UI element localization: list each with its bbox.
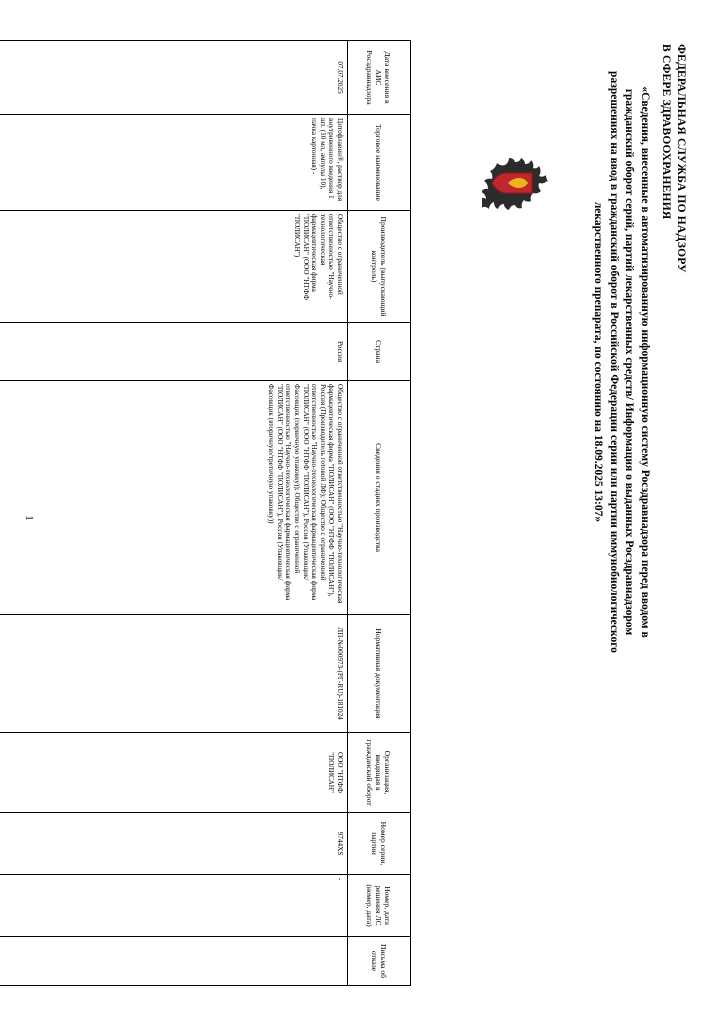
col-header-date: Дата внесения в АИС Росздравнадзора <box>348 41 411 115</box>
cell-trade-name: Цитофлавин®, раствор для внутривенного введения 1 шт. (10 мл, ампулы 10), пачка картонная) - <box>0 115 348 211</box>
coat-of-arms-icon <box>482 150 554 216</box>
cell-refusal-letter <box>0 937 348 986</box>
cell-manufacturer: Общество с ограниченной ответственностью "Научно-технологическая фармацевтическая фирма "ПОЛИСАН" (ООО "НТФФ "ПОЛИСАН") <box>0 211 348 323</box>
cell-normative-doc: ЛП-№000973-(РГ-RU)-181024 <box>0 615 348 733</box>
agency-title-line-2: В СФЕРЕ ЗДРАВООХРАНЕНИЯ <box>660 44 672 220</box>
col-header-trade-name: Торговое наименование <box>348 115 411 211</box>
data-table <box>0 40 411 986</box>
table-row <box>0 41 348 986</box>
cell-series-number: 9744XS <box>0 813 348 875</box>
cell-organization: ООО "НТФФ "ПОЛИСАН" <box>0 733 348 813</box>
cell-country: Россия <box>0 323 348 381</box>
table-header-row <box>348 41 411 986</box>
page-number: 1 <box>23 515 34 521</box>
cell-date: 07.07.2025 <box>0 41 348 115</box>
col-header-manufacturer: Производитель (выпускающий контроль) <box>348 211 411 323</box>
col-header-organization: Организация, вводящая в гражданский оборот <box>348 733 411 813</box>
col-header-refusal-letter: Письма об отказе <box>348 937 411 986</box>
col-header-production-stages: Сведения о стадиях производства <box>348 381 411 615</box>
agency-title-line-1: ФЕДЕРАЛЬНАЯ СЛУЖБА ПО НАДЗОРУ <box>675 44 687 273</box>
col-header-normative-doc: Нормативная документация <box>348 615 411 733</box>
data-table-wrapper <box>0 40 411 985</box>
agency-title <box>658 44 688 344</box>
cell-permit-number: - <box>0 875 348 937</box>
col-header-permit-number: Номер, дата решения ЛС (номер, дата) <box>348 875 411 937</box>
page-title: «Сведения, внесенные в автоматизированную информационную систему Росздравнадзора перед вводом в гражданский оборот серий, партий лекарственных средств/ Информация о выданных Росздравнадзором разрешениях на ввод в гражданский оборот в Российской Федерации серии или партии иммунобиологического лекарственного препарата, по состоянию на 18.09.2025 13:07» <box>592 71 651 653</box>
col-header-series-number: Номер серии, партии <box>348 813 411 875</box>
col-header-country: Страна <box>348 323 411 381</box>
cell-production-stages: Общество с ограниченной ответственностью "Научно-технологическая фармацевтическая фирма "ПОЛИСАН" (ООО "НТФФ "ПОЛИСАН"), Россия (Производитель готовой ЛФ); Общество с ограниченной ответственностью "Научно-технологическая фармацевтическая фирма "ПОЛИСАН" (ООО "НТФФ "ПОЛИСАН"), Россия (Упаковщик/Фасовщик (первичную упаковку)); Общество с ограниченной ответственностью "Научно-технологическая фармацевтическая фирма "ПОЛИСАН" (ООО "НТФФ "ПОЛИСАН"), Россия (Упаковщик/Фасовщик (вторичную/третичную упаковку)) <box>0 381 348 615</box>
